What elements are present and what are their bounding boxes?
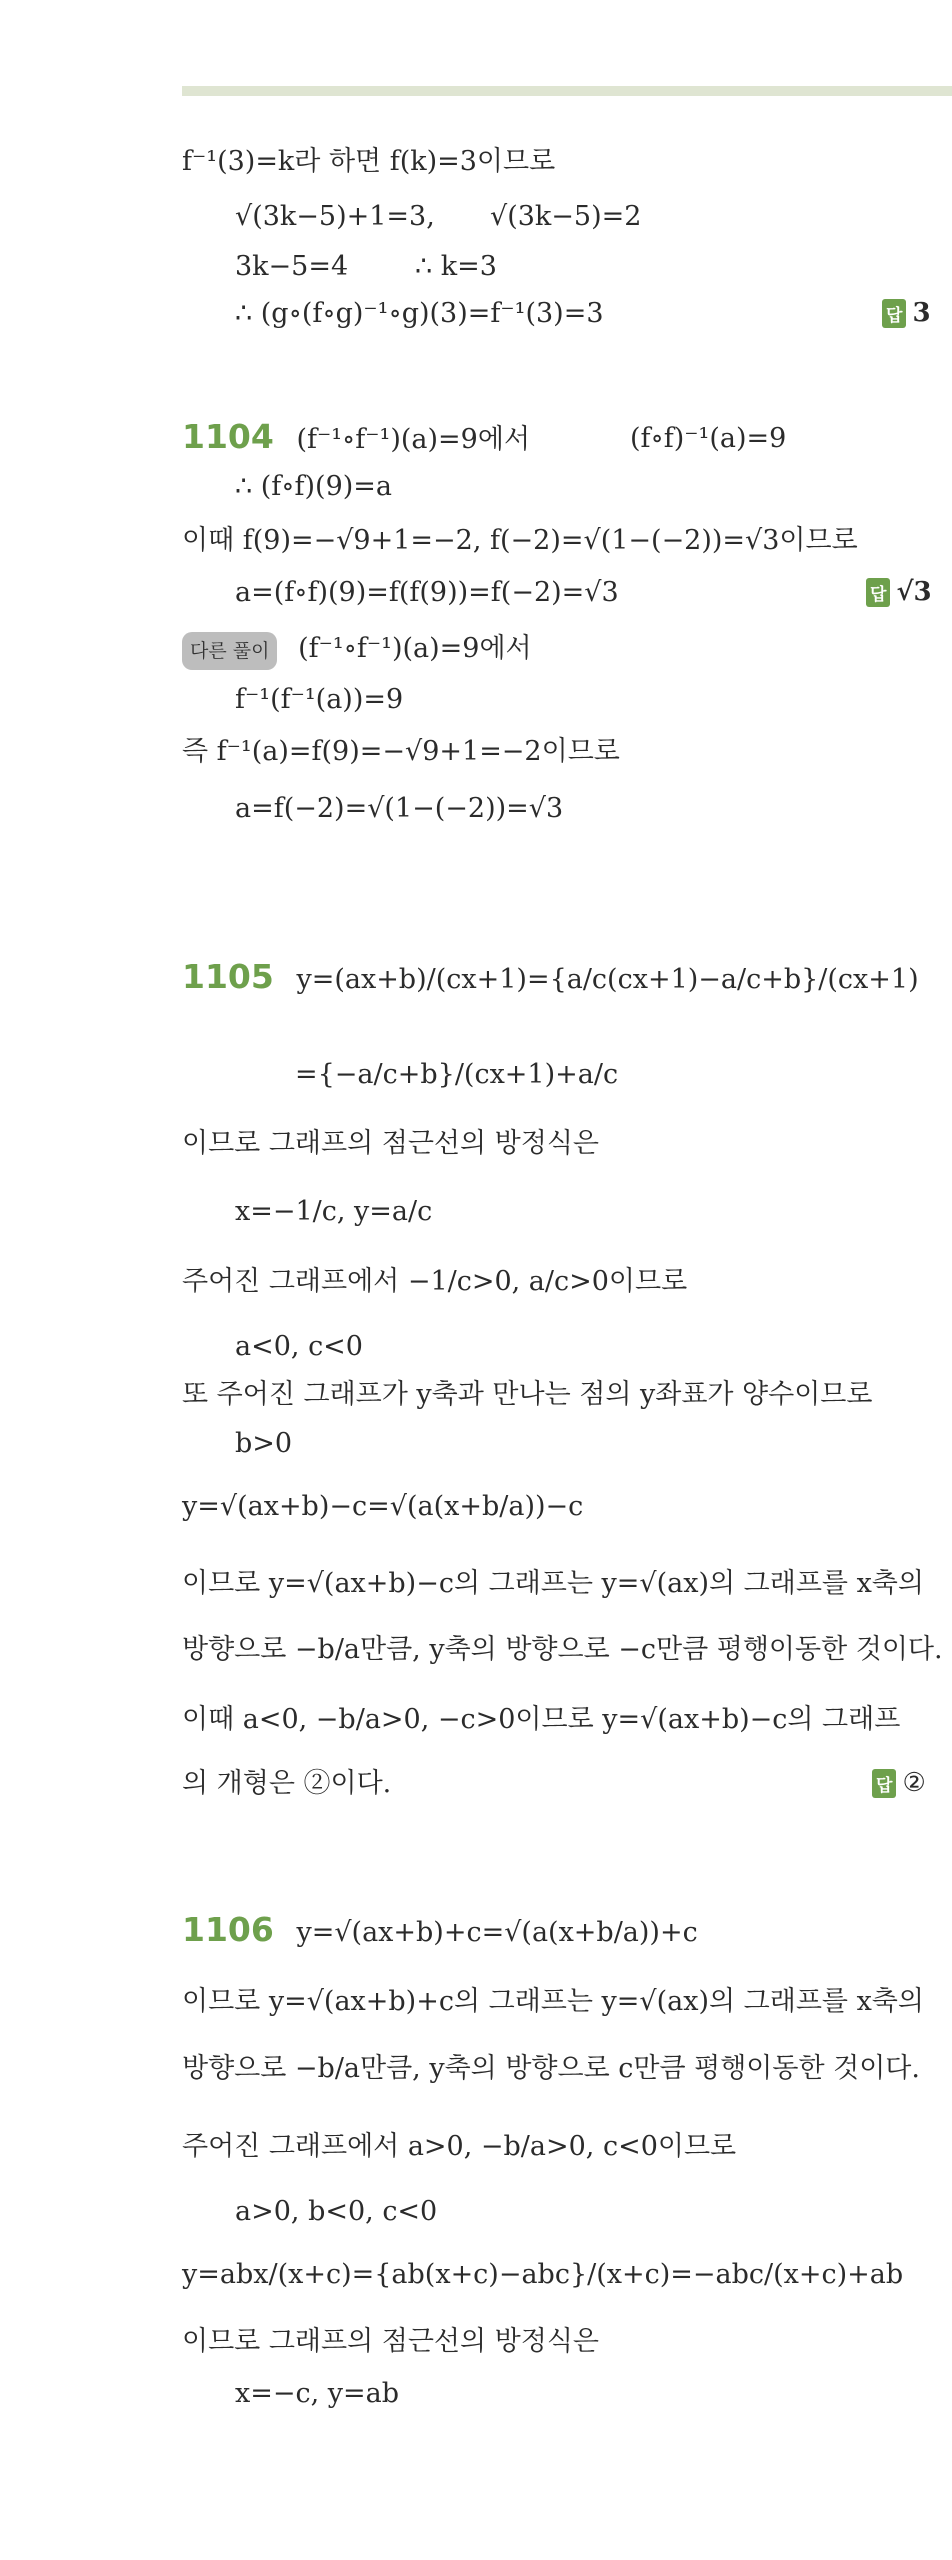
p1105-header: [182, 957, 919, 997]
p1106-t1: 이므로 y=√(ax+b)+c의 그래프는 y=√(ax)의 그래프를 x축의: [182, 1986, 924, 2017]
alt-text: (f⁻¹∘f⁻¹)(a)=9에서: [298, 633, 532, 664]
p1106-t4: a>0, b<0, c<0: [235, 2196, 438, 2227]
p1105-t6: b>0: [235, 1428, 293, 1459]
p1105-t9: 방향으로 −b/a만큼, y축의 방향으로 −c만큼 평행이동한 것이다.: [182, 1634, 943, 1665]
answer-value: 3: [912, 298, 931, 328]
p1106-t3: 주어진 그래프에서 a>0, −b/a>0, c<0이므로: [182, 2131, 737, 2162]
alt-solution-badge: 다른 풀이: [182, 632, 277, 670]
p1105-eq1: y=(ax+b)/(cx+1)={a/c(cx+1)−a/c+b}/(cx+1): [296, 964, 919, 995]
p1103-line3a: 3k−5=4: [235, 251, 349, 282]
p1103-line1: f⁻¹(3)=k라 하면 f(k)=3이므로: [182, 146, 556, 177]
answer-badge: 답: [872, 1769, 896, 1798]
problem-number: 1105: [182, 957, 274, 996]
answer-badge: 답: [866, 578, 890, 607]
p1106-t6: 이므로 그래프의 점근선의 방정식은: [182, 2326, 599, 2357]
p1105-eq2: ={−a/c+b}/(cx+1)+a/c: [295, 1059, 619, 1090]
p1105-t8: 이므로 y=√(ax+b)−c의 그래프는 y=√(ax)의 그래프를 x축의: [182, 1568, 924, 1599]
p1104-line1b: (f∘f)⁻¹(a)=9: [630, 423, 787, 454]
p1104-alt-line1: [182, 632, 532, 670]
p1105-t5: 또 주어진 그래프가 y축과 만나는 점의 y좌표가 양수이므로: [182, 1379, 873, 1410]
p1104-line1a: (f⁻¹∘f⁻¹)(a)=9에서: [296, 424, 531, 455]
p1105-t4: a<0, c<0: [235, 1331, 363, 1362]
problem-number: 1104: [182, 417, 274, 456]
p1105-t11: 의 개형은 ②이다.: [182, 1768, 392, 1799]
p1104-header: [182, 417, 531, 457]
p1104-line2: ∴ (f∘f)(9)=a: [235, 471, 393, 502]
answer-value: ②: [902, 1768, 926, 1798]
p1103-line2a: √(3k−5)+1=3,: [235, 201, 435, 232]
p1106-t7: x=−c, y=ab: [235, 2378, 400, 2409]
p1104-answer: [866, 577, 932, 607]
problem-number: 1106: [182, 1910, 274, 1949]
p1104-alt2: f⁻¹(f⁻¹(a))=9: [235, 684, 404, 715]
p1105-t3: 주어진 그래프에서 −1/c>0, a/c>0이므로: [182, 1266, 688, 1297]
p1105-t7: y=√(ax+b)−c=√(a(x+b/a))−c: [182, 1491, 584, 1522]
p1103-line4: ∴ (g∘(f∘g)⁻¹∘g)(3)=f⁻¹(3)=3: [235, 298, 604, 329]
top-divider: [182, 86, 952, 96]
p1104-alt3: 즉 f⁻¹(a)=f(9)=−√9+1=−2이므로: [182, 736, 620, 767]
p1103-line2b: √(3k−5)=2: [490, 201, 642, 232]
answer-value: √3: [896, 577, 932, 607]
p1106-t2: 방향으로 −b/a만큼, y축의 방향으로 c만큼 평행이동한 것이다.: [182, 2053, 920, 2084]
p1104-alt4: a=f(−2)=√(1−(−2))=√3: [235, 793, 564, 824]
p1103-line3b: ∴ k=3: [415, 251, 497, 282]
p1106-eq1: y=√(ax+b)+c=√(a(x+b/a))+c: [296, 1917, 698, 1948]
p1105-answer: [872, 1768, 926, 1798]
answer-badge: 답: [882, 299, 906, 328]
p1103-answer: [882, 298, 931, 328]
p1106-t5: y=abx/(x+c)={ab(x+c)−abc}/(x+c)=−abc/(x+c)+ab: [182, 2259, 904, 2290]
p1105-t1: 이므로 그래프의 점근선의 방정식은: [182, 1128, 599, 1159]
p1104-line3: 이때 f(9)=−√9+1=−2, f(−2)=√(1−(−2))=√3이므로: [182, 525, 858, 556]
p1106-header: [182, 1910, 698, 1950]
p1104-line4: a=(f∘f)(9)=f(f(9))=f(−2)=√3: [235, 577, 619, 608]
p1105-t2: x=−1/c, y=a/c: [235, 1196, 433, 1227]
p1105-t10: 이때 a<0, −b/a>0, −c>0이므로 y=√(ax+b)−c의 그래프: [182, 1704, 901, 1735]
